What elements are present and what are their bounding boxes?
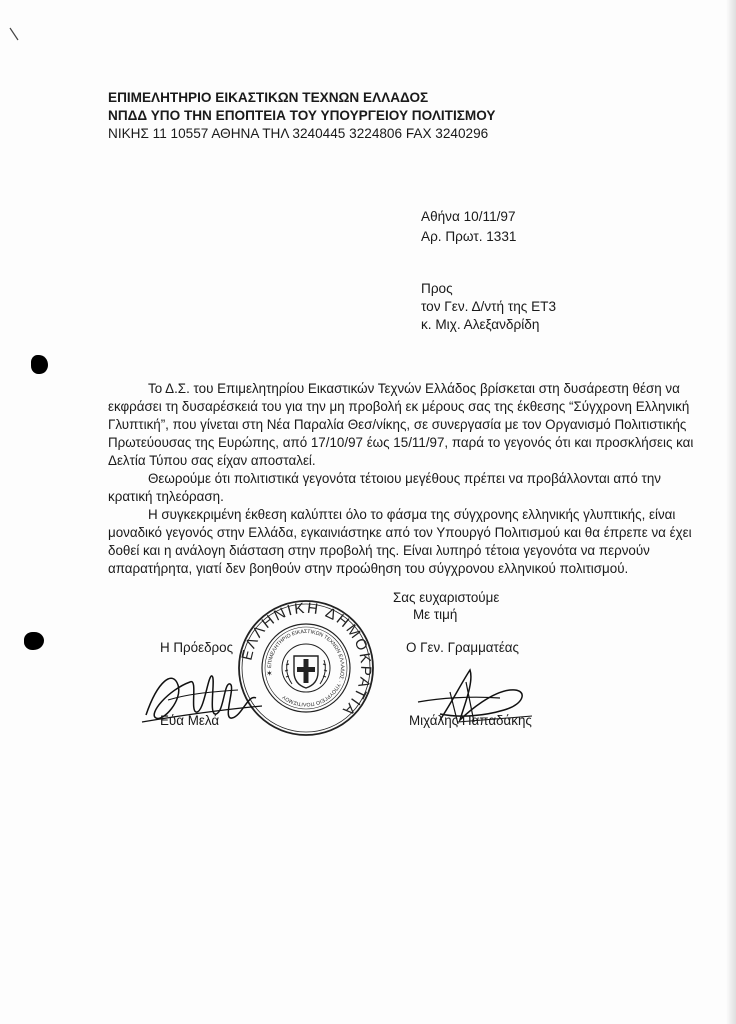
body-paragraph-1: Το Δ.Σ. του Επιμελητηρίου Εικαστικών Τεχνών Ελλάδος βρίσκεται στη δυσάρεστη θέση να εκφράσει τη δυσαρέσκειά του για την μη προβολή εκ μέρους σας της έκθεσης “Σύγχρονη Ελληνική Γλυπτική”, που γίνεται στη Νέα Παραλία Θεσ/νίκης, σε συνεργασία με τον Οργανισμό Πολιτιστικής Πρωτεύουσας της Ευρώπης, από 17/10/97 έως 15/11/97, παρά το γεγονός ότι και προσκλήσεις και Δελτία Τύπου σας είχαν αποσταλεί. — [108, 381, 694, 468]
closing-thanks: Σας ευχαριστούμε — [393, 590, 500, 605]
letter-body — [108, 380, 708, 578]
recipient-title: τον Γεν. Δ/ντή της ΕΤ3 — [421, 299, 557, 314]
seal-inner-text: ΕΠΙΜΕΛΗΤΗΡΙΟ ΕΙΚΑΣΤΙΚΩΝ ΤΕΧΝΩΝ ΕΛΛΑΔΟΣ · ΥΠΟΥΡΓΕΙΟ ΠΟΛΙΤΙΣΜΟΥ — [266, 628, 346, 708]
scan-mark — [8, 26, 22, 44]
punch-hole-bottom — [24, 632, 44, 650]
recipient-block — [421, 280, 556, 334]
body-paragraph-2: Θεωρούμε ότι πολιτιστικά γεγονότα τέτοιου μεγέθους πρέπει να προβάλλονται από την κρατική τηλεόραση. — [108, 471, 661, 504]
seal-star-left: ✶ — [266, 669, 273, 678]
body-paragraph-3: Η συγκεκριμένη έκθεση καλύπτει όλο το φάσμα της σύγχρονης ελληνικής γλυπτικής, είναι μοναδικό γεγονός στην Ελλάδα, εγκαινιάστηκε από τον Υπουργό Πολιτισμού και θα έπρεπε να έχει δοθεί και η ανάλογη διάσταση στην προβολή της. Είναι λυπηρό τέτοια γεγονότα να περνούν απαρατήρητα, γιατί δεν βοηθούν στην προώθηση του σύγχρονου ελληνικού πολιτισμού. — [108, 507, 692, 576]
letterhead-contact: ΝΙΚΗΣ 11 10557 ΑΘΗΝΑ ΤΗΛ 3240445 3224806 FAX 3240296 — [108, 126, 489, 141]
recipient-name: κ. Μιχ. Αλεξανδρίδη — [421, 317, 540, 332]
letterhead-org-name: ΕΠΙΜΕΛΗΤΗΡΙΟ ΕΙΚΑΣΤΙΚΩΝ ΤΕΧΝΩΝ ΕΛΛΑΔΟΣ — [108, 90, 429, 105]
scan-edge-shadow — [726, 0, 736, 1024]
signatory-left-name: Εύα Μελά — [160, 713, 220, 728]
signatory-left-role: Η Πρόεδρος — [160, 640, 234, 655]
protocol-number: Αρ. Πρωτ. 1331 — [421, 229, 517, 244]
signatory-right-role: Ο Γεν. Γραμματέας — [406, 640, 519, 655]
closing-regards: Με τιμή — [413, 607, 458, 622]
date-reference-block — [421, 207, 517, 247]
letter-date: Αθήνα 10/11/97 — [421, 209, 516, 224]
letterhead-org-status: ΝΠΔΔ ΥΠΟ ΤΗΝ ΕΠΟΠΤΕΙΑ ΤΟΥ ΥΠΟΥΡΓΕΙΟΥ ΠΟΛΙΤΙΣΜΟΥ — [108, 108, 496, 123]
letterhead — [108, 89, 495, 143]
seal-outer-text: ΕΛΛΗΝΙΚΗ ΔΗΜΟΚΡΑΤΙΑ — [238, 599, 375, 721]
recipient-to: Προς — [421, 281, 453, 296]
coat-of-arms-icon — [285, 656, 327, 688]
signatory-right-name: Μιχάλης Παπαδάκης — [409, 713, 532, 728]
punch-hole-top — [31, 355, 48, 374]
